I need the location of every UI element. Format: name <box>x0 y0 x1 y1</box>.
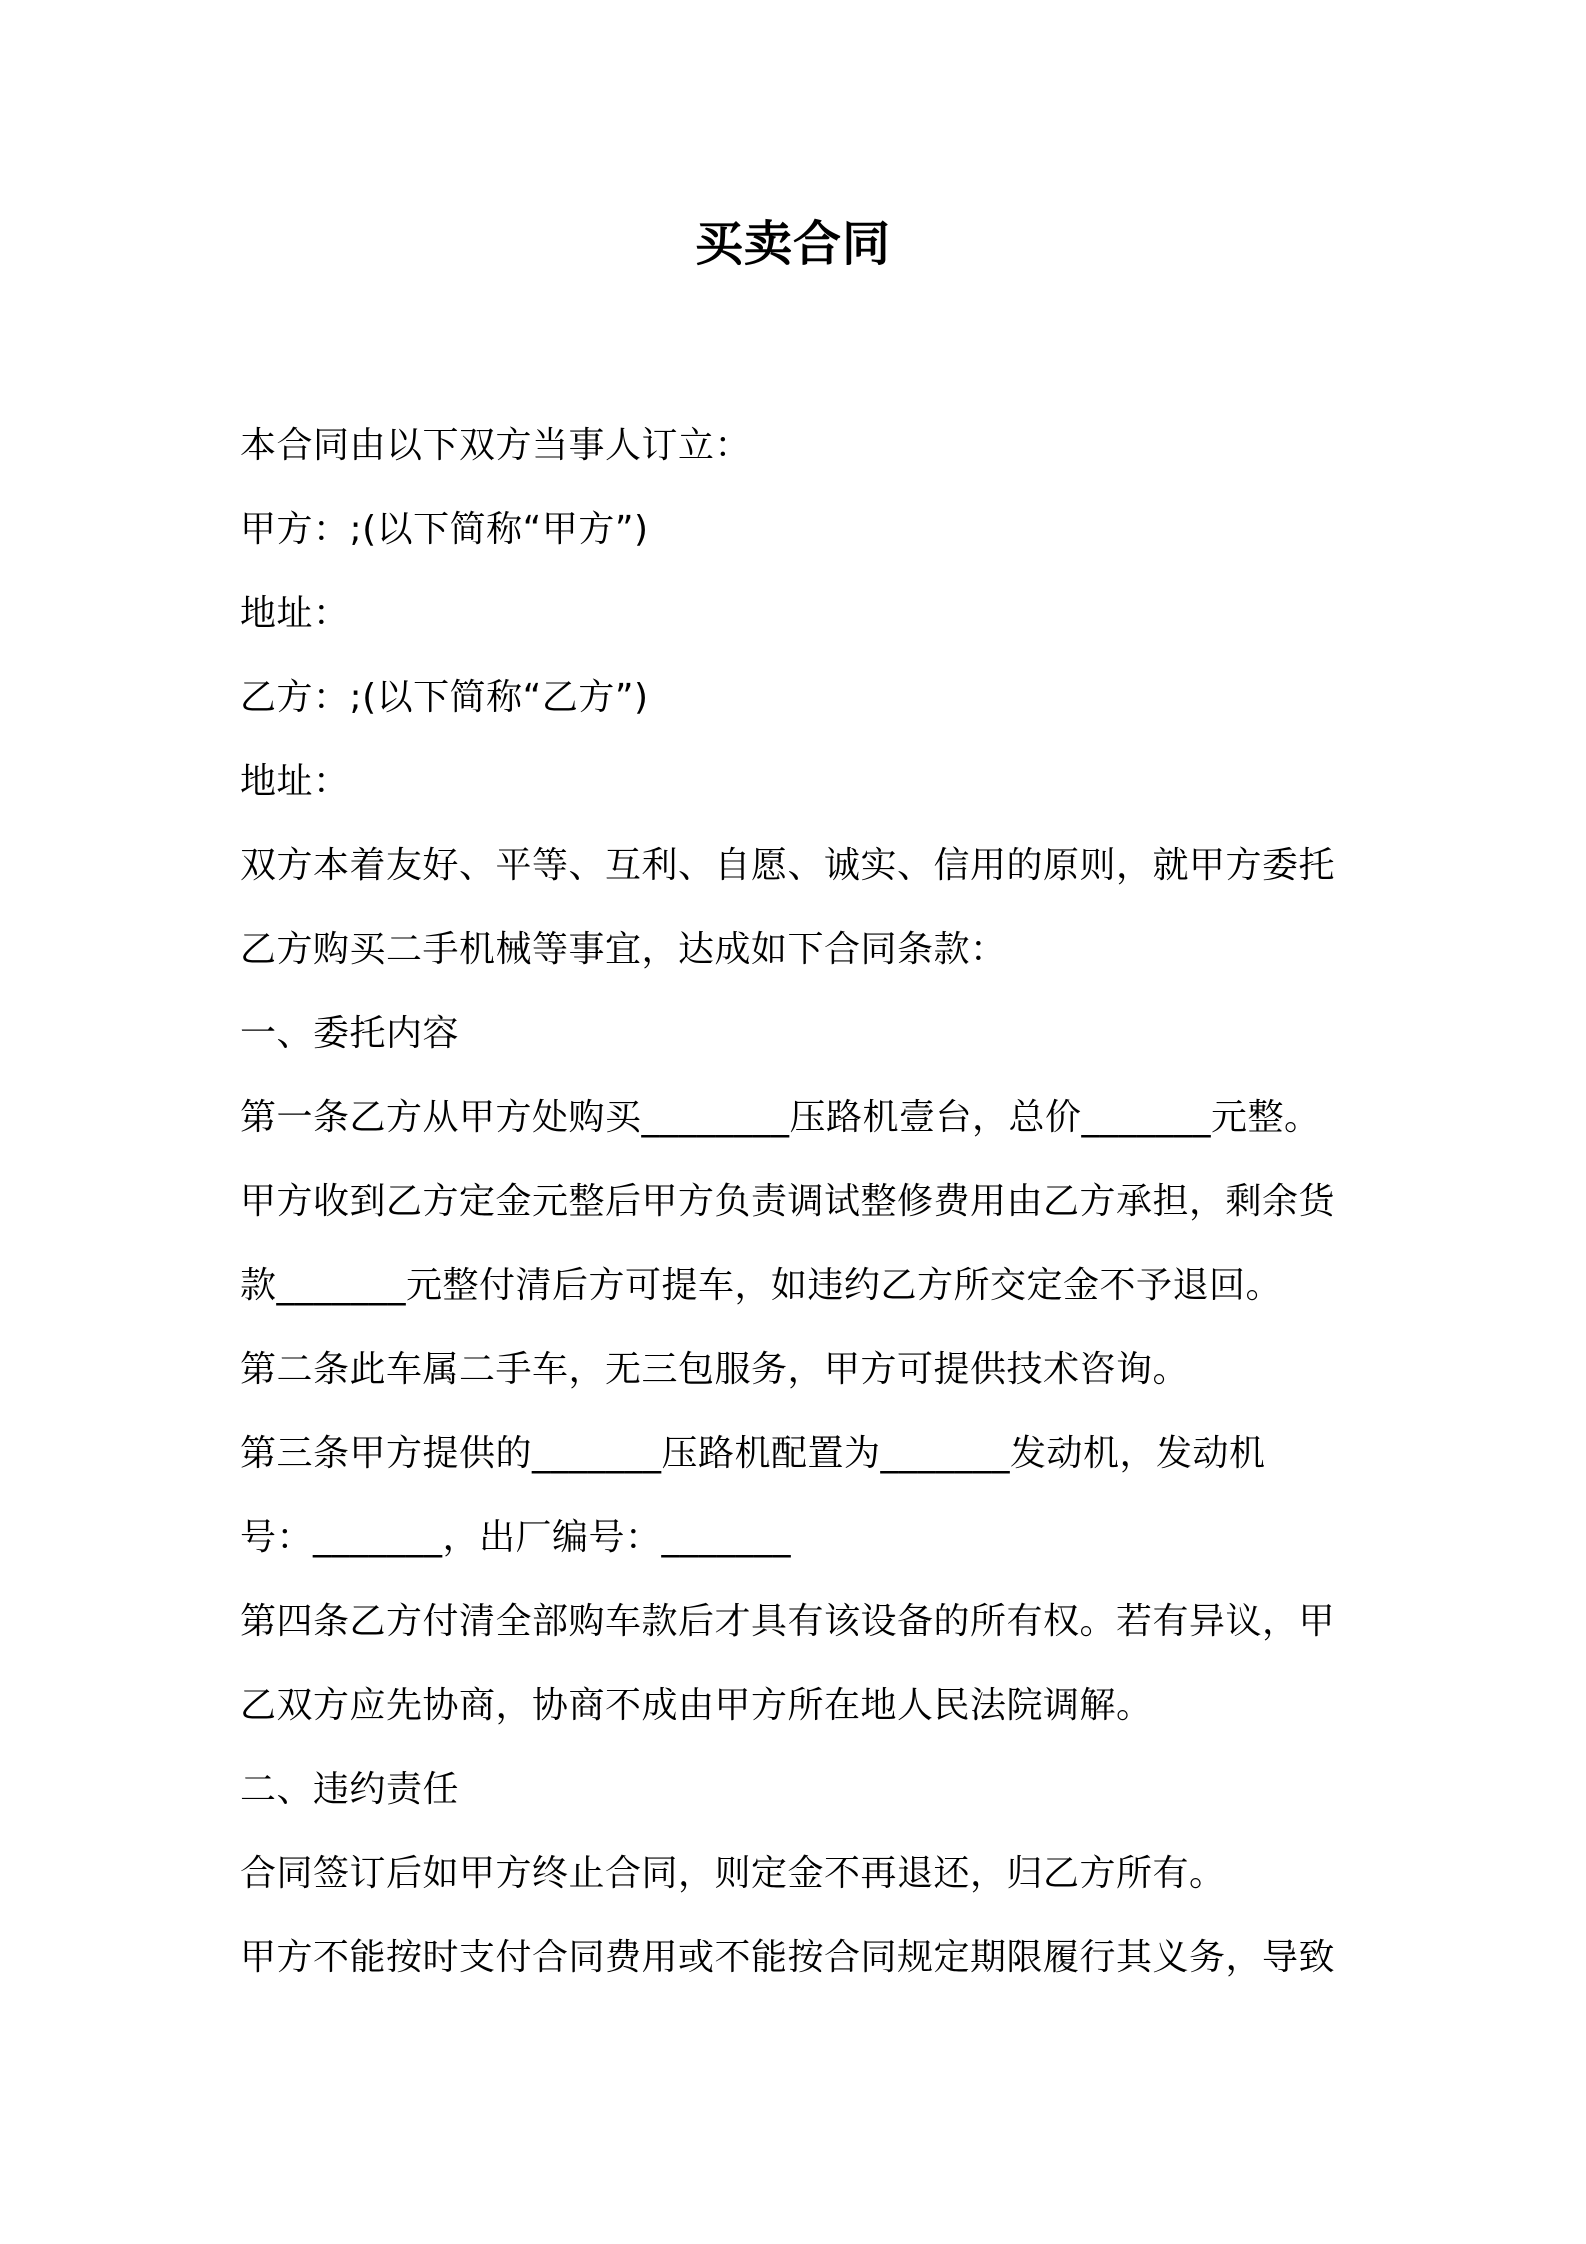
article-4-line-1: 第四条乙方付清全部购车款后才具有该设备的所有权。若有异议，甲 <box>240 1601 1336 1642</box>
party-b-line: 乙方：;(以下简称“乙方”) <box>240 677 649 718</box>
article-4-line-2: 乙双方应先协商，协商不成由甲方所在地人民法院调解。 <box>240 1685 1153 1726</box>
article-1-line-3: 款_______元整付清后方可提车，如违约乙方所交定金不予退回。 <box>240 1265 1283 1306</box>
document-body <box>240 404 1360 2000</box>
document-title: 买卖合同 <box>694 216 891 272</box>
article-3-line-1: 第三条甲方提供的_______压路机配置为_______发动机，发动机 <box>240 1433 1266 1474</box>
party-a-line: 甲方：;(以下简称“甲方”) <box>240 509 649 550</box>
article-2-line: 第二条此车属二手车，无三包服务，甲方可提供技术咨询。 <box>240 1349 1190 1390</box>
article-3-line-2: 号：_______，出厂编号：_______ <box>240 1517 792 1558</box>
liability-line-2: 甲方不能按时支付合同费用或不能按合同规定期限履行其义务，导致 <box>240 1937 1336 1978</box>
section-heading-entrustment: 一、委托内容 <box>240 1013 460 1054</box>
section-heading-liability: 二、违约责任 <box>240 1769 460 1810</box>
article-1-line-1: 第一条乙方从甲方处购买________压路机壹台，总价_______元整。 <box>240 1097 1321 1138</box>
principle-line-1: 双方本着友好、平等、互利、自愿、诚实、信用的原则，就甲方委托 <box>240 845 1336 886</box>
article-1-line-2: 甲方收到乙方定金元整后甲方负责调试整修费用由乙方承担，剩余货 <box>240 1181 1336 1222</box>
party-a-address-line: 地址： <box>240 593 350 634</box>
intro-line: 本合同由以下双方当事人订立： <box>240 425 752 466</box>
liability-line-1: 合同签订后如甲方终止合同，则定金不再退还，归乙方所有。 <box>240 1853 1226 1894</box>
party-b-address-line: 地址： <box>240 761 350 802</box>
principle-line-2: 乙方购买二手机械等事宜，达成如下合同条款： <box>240 929 1007 970</box>
